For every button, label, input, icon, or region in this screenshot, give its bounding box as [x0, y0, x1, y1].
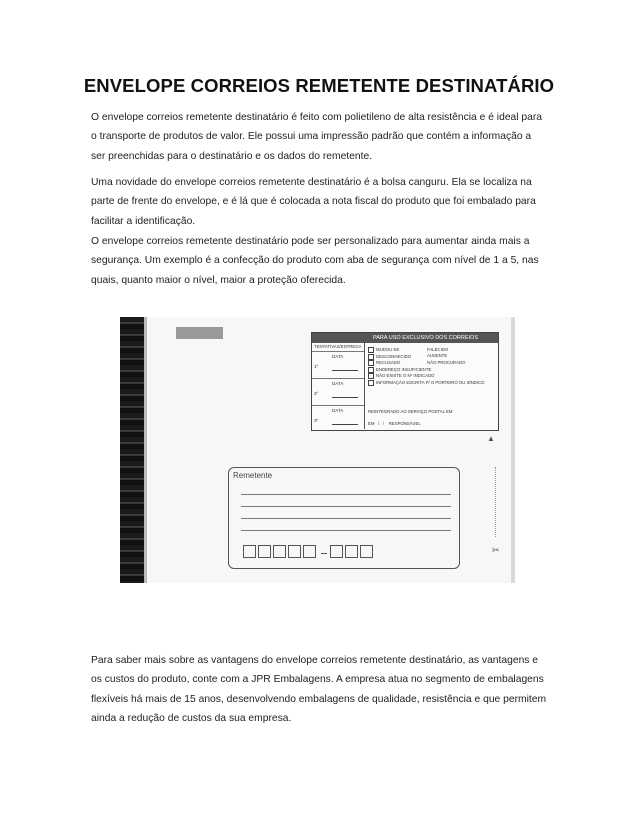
attempt-row: DATA 2º	[312, 379, 364, 406]
adhesive-strip	[120, 317, 144, 583]
gray-bar	[176, 327, 223, 339]
responsavel-line: EM / / RESPONSÁVEL	[368, 421, 421, 426]
attempt-row: DATA 3º	[312, 406, 364, 432]
page-title: ENVELOPE CORREIOS REMETENTE DESTINATÁRIO	[83, 75, 555, 96]
attempt-row: DATA 1º	[312, 352, 364, 379]
reasons-right: FALECIDO AUSENTE NÃO PROCURADO	[427, 347, 466, 365]
envelope-image	[120, 317, 515, 583]
remetente-box	[228, 467, 460, 569]
correios-exclusive-box	[311, 332, 499, 431]
reintegrado-label: REINTEGRADO AO SERVIÇO POSTAL EM	[368, 409, 453, 414]
recycle-icon: ▲	[487, 434, 495, 443]
remetente-label: Remetente	[233, 471, 273, 480]
attempts-column	[312, 343, 365, 429]
paragraph-intro: O envelope correios remetente destinatário é feito com polietileno de alta resistência e é ideal para o transporte de produtos de valor. Ele possui uma impressão padrão que contém a informação a ser preenchidas para o destinatário e os dados do remetente.	[91, 112, 543, 162]
exclusive-header: PARA USO EXCLUSIVO DOS CORREIOS	[372, 335, 478, 341]
reasons-left: MUDOU-SE DESCONHECIDO RECUSADO ENDEREÇO INSUFICIENTE NÃO EXISTE O Nº INDICADO INFORMAÇÃO ESCRITA P/ O PORTEIRO OU SÍNDICO	[368, 347, 484, 386]
paragraph-canguru: Uma novidade do envelope correios remetente destinatário é a bolsa canguru. Ela se localiza na parte de frente do envelope, e é lá que é colocada a nota fiscal do produto que foi embalado para facilitar a identificação.	[91, 177, 536, 227]
paragraph-jpr: Para saber mais sobre as vantagens do envelope correios remetente destinatário, as vantagens e os custos do produto, conte com a JPR Embalagens. A empresa atua no segmento de embalagens flexíveis há mais de 15 anos, desenvolvendo embalagens de qualidade, resistência e que permitem ainda a redução de custos da sua empresa.	[91, 655, 547, 724]
cep-boxes	[243, 545, 375, 563]
attempts-label: TENTATIVAS/ENTREGA	[312, 343, 364, 352]
paragraph-security: O envelope correios remetente destinatário pode ser personalizado para aumentar ainda mais a segurança. Um exemplo é a confecção do produto com aba de segurança com nível de 1 a 5, nas quais, quanto maior o nível, maior a proteção oferecida.	[91, 236, 539, 286]
scissor-icon: ✂	[492, 545, 500, 555]
